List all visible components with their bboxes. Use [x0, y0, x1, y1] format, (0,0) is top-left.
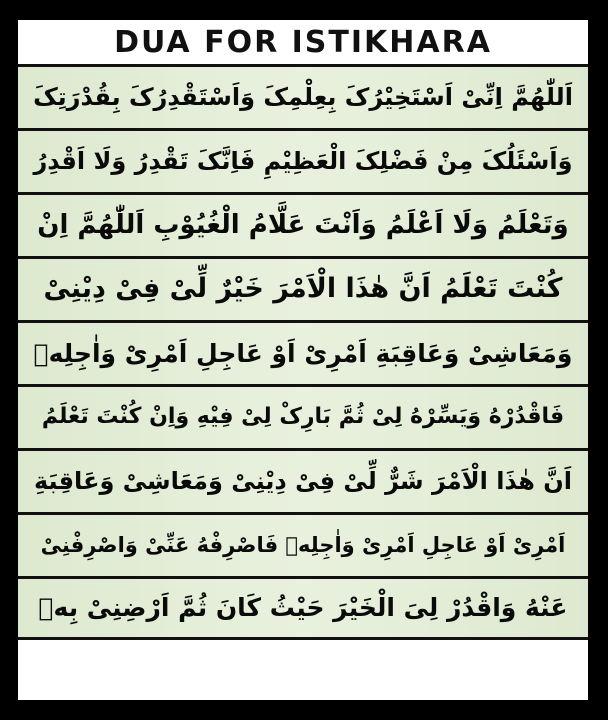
dua-line: [18, 384, 588, 448]
dua-line-text: اَمْرِیْ اَوْ عَاجِلِ اَمْرِیْ وَاٰجِلِهٖ فَاصْرِفْهُ عَنِّیْ وَاصْرِفْنِیْ: [40, 532, 566, 557]
dua-line: [18, 576, 588, 640]
dua-line-text: اَنَّ هٰذَا الْاَمْرَ شَرٌّ لِّیْ فِیْ دِیْنِیْ وَمَعَاشِیْ وَعَاقِبَةِ: [33, 467, 572, 496]
dua-line-text: کُنْتَ تَعْلَمُ اَنَّ هٰذَا الْاَمْرَ خَیْرٌ لِّیْ فِیْ دِیْنِیْ: [43, 273, 563, 305]
dua-line: [18, 512, 588, 576]
dua-line: [18, 320, 588, 384]
dua-card: [18, 20, 588, 700]
dua-line: [18, 192, 588, 256]
dua-lines: [18, 64, 588, 640]
dua-line: [18, 448, 588, 512]
dua-line-text: وَاَسْئَلُکَ مِنْ فَضْلِکَ الْعَظِیْمِ فَاِنَّکَ تَقْدِرُ وَلَا اَقْدِرُ: [33, 147, 573, 176]
dua-line-text: وَمَعَاشِیْ وَعَاقِبَةِ اَمْرِیْ اَوْ عَاجِلِ اَمْرِیْ وَاٰجِلِهٖ: [33, 338, 573, 368]
dua-line: [18, 64, 588, 128]
dua-line-text: فَاقْدُرْهُ وَیَسِّرْهُ لِیْ ثُمَّ بَارِکْ لِیْ فِیْهِ وَاِنْ کُنْتَ تَعْلَمُ: [41, 404, 565, 430]
dua-line-text: عَنْهُ وَاقْدُرْ لِیَ الْخَیْرَ حَیْثُ کَانَ ثُمَّ اَرْضِنِیْ بِهٖ: [38, 593, 568, 622]
dua-line: [18, 128, 588, 192]
dua-line-text: وَتَعْلَمُ وَلَا اَعْلَمُ وَاَنْتَ عَلَّامُ الْغُیُوْبِ اَللّٰهُمَّ اِنْ: [37, 209, 569, 240]
page-title: DUA FOR ISTIKHARA: [114, 24, 492, 60]
dua-line-text: اَللّٰهُمَّ اِنِّیْ اَسْتَخِیْرُکَ بِعِلْمِکَ وَاَسْتَقْدِرُکَ بِقُدْرَتِکَ: [33, 83, 573, 112]
dua-line: [18, 256, 588, 320]
